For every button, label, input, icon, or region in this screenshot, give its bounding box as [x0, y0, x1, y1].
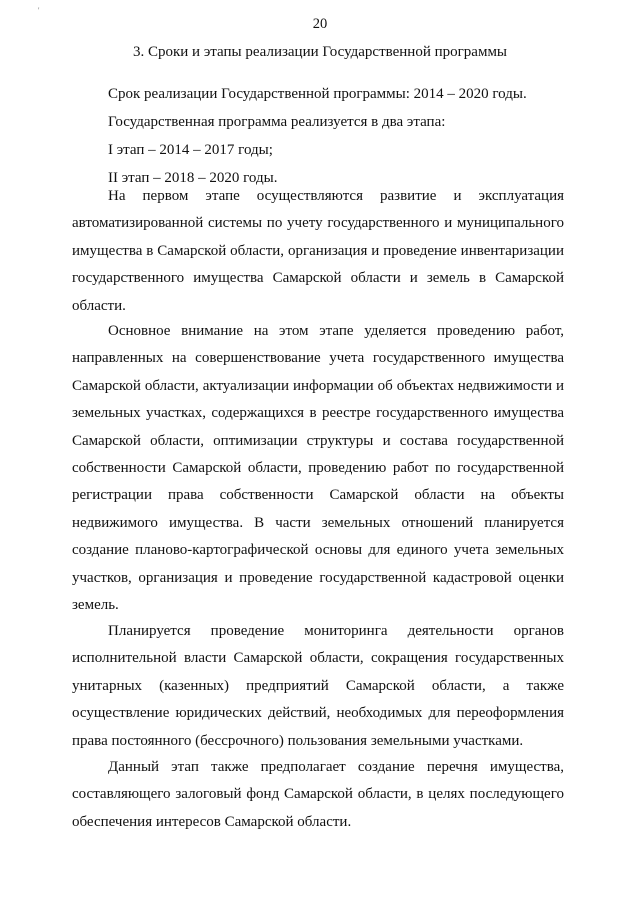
section-title: 3. Сроки и этапы реализации Государственной программы	[132, 44, 508, 60]
paragraph-first-stage: На первом этапе осуществляются развитие и эксплуатация автоматизированной системы по учету государственного и муниципального имущества в Самарской области, организация и проведение инвентаризации государственного имущества Самарской области и земель в Самарской области.	[72, 188, 564, 314]
page-number: 20	[312, 16, 328, 32]
term-line: Срок реализации Государственной программы: 2014 – 2020 годы.	[108, 86, 527, 102]
stages-intro-line: Государственная программа реализуется в два этапа:	[108, 114, 446, 130]
stage-two-line: II этап – 2018 – 2020 годы.	[108, 170, 278, 186]
paragraph-main-focus: Основное внимание на этом этапе уделяется проведению работ, направленных на совершенствование учета государственного имущества Самарской области, актуализации информации об объектах недвижимости и земельных участках, содержащихся в реестре государственного имущества Самарской области, оптимизации структуры и состава государственной собственности Самарской области, проведению работ по государственной регистрации права собственности Самарской области на объекты недвижимого имущества. В части земельных отношений планируется создание планово-картографической основы для единого учета земельных участков, организация и проведение государственной кадастровой оценки земель.	[72, 323, 564, 614]
stage-one-line: I этап – 2014 – 2017 годы;	[108, 142, 273, 158]
paragraph-collateral-fund: Данный этап также предполагает создание перечня имущества, составляющего залоговый фонд Самарской области, в целях последующего обеспечения интересов Самарской области.	[72, 759, 564, 830]
paragraph-monitoring: Планируется проведение мониторинга деятельности органов исполнительной власти Самарской области, сокращения государственных унитарных (казенных) предприятий Самарской области, а также осуществление юридических действий, необходимых для переоформления права постоянного (бессрочного) пользования земельными участками.	[72, 623, 564, 749]
corner-mark: '	[38, 6, 40, 15]
